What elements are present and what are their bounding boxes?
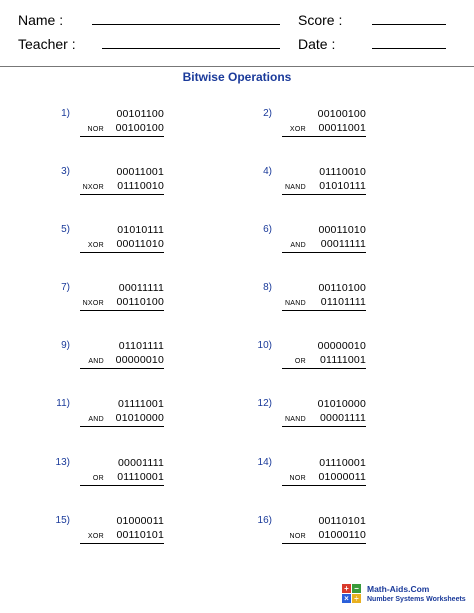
second-operand: 01010111	[319, 180, 366, 192]
first-operand: 00011001	[116, 166, 164, 178]
operator-label: OR	[92, 475, 104, 482]
operator-label: OR	[294, 358, 306, 365]
first-operand: 01101111	[118, 340, 164, 352]
operator-label: NOR	[87, 126, 104, 133]
second-operand: 01101111	[320, 296, 366, 308]
problem-number: 16)	[257, 515, 272, 526]
problem-number: 7)	[61, 282, 70, 293]
first-operand: 00000010	[317, 340, 366, 352]
problem-item	[40, 515, 164, 555]
operator-label: NOR	[289, 475, 306, 482]
first-operand: 00011010	[318, 224, 366, 236]
worksheet-title: Bitwise Operations	[182, 70, 292, 84]
problem-item	[40, 457, 164, 497]
second-operand: 00110101	[116, 529, 164, 541]
header-divider	[0, 66, 474, 67]
problem-item	[40, 340, 164, 380]
first-operand: 01010111	[117, 224, 164, 236]
problem-item	[40, 398, 164, 438]
answer-underline	[80, 426, 164, 427]
problem-number: 12)	[257, 398, 272, 409]
second-operand: 01010000	[115, 412, 164, 424]
problem-number: 10)	[257, 340, 272, 351]
problem-number: 5)	[61, 224, 70, 235]
logo-brand-name: Math-Aids.Com	[367, 584, 430, 594]
answer-underline	[282, 310, 366, 311]
problem-item	[40, 166, 164, 206]
operator-label: XOR	[87, 242, 104, 249]
operator-label: NOR	[289, 533, 306, 540]
answer-underline	[282, 368, 366, 369]
times-icon: ×	[342, 594, 351, 603]
operator-label: XOR	[289, 126, 306, 133]
answer-underline	[80, 543, 164, 544]
problem-number: 8)	[263, 282, 272, 293]
problem-item	[242, 282, 366, 322]
problem-number: 1)	[61, 108, 70, 119]
problem-number: 9)	[61, 340, 70, 351]
logo-subtitle: Number Systems Worksheets	[367, 596, 466, 603]
operator-label: AND	[290, 242, 306, 249]
operator-label: AND	[88, 358, 104, 365]
math-aids-logo	[342, 584, 472, 610]
operator-label: AND	[88, 416, 104, 423]
second-operand: 01000110	[318, 529, 366, 541]
operator-label: NAND	[284, 416, 306, 423]
problem-number: 11)	[56, 398, 70, 409]
problem-item	[242, 224, 366, 264]
divide-icon: ÷	[352, 594, 361, 603]
first-operand: 00011111	[118, 282, 164, 294]
first-operand: 01111001	[118, 398, 164, 410]
problem-item	[40, 108, 164, 148]
answer-underline	[80, 485, 164, 486]
problem-number: 3)	[61, 166, 70, 177]
plus-icon: +	[342, 584, 351, 593]
score-blank-line	[372, 24, 446, 25]
first-operand: 01000011	[116, 515, 164, 527]
first-operand: 01110010	[319, 166, 366, 178]
second-operand: 01110001	[117, 471, 164, 483]
second-operand: 00100100	[115, 122, 164, 134]
first-operand: 00100100	[317, 108, 366, 120]
problem-item	[242, 108, 366, 148]
answer-underline	[282, 485, 366, 486]
operator-label: XOR	[87, 533, 104, 540]
problem-number: 2)	[263, 108, 272, 119]
answer-underline	[282, 252, 366, 253]
problem-number: 4)	[263, 166, 272, 177]
date-blank-line	[372, 48, 446, 49]
problem-item	[242, 457, 366, 497]
second-operand: 00011111	[320, 238, 366, 250]
answer-underline	[282, 194, 366, 195]
second-operand: 00011010	[116, 238, 164, 250]
second-operand: 00011001	[318, 122, 366, 134]
problem-number: 15)	[55, 515, 70, 526]
first-operand: 01110001	[319, 457, 366, 469]
problem-item	[242, 398, 366, 438]
score-label: Score :	[298, 12, 343, 28]
answer-underline	[80, 368, 164, 369]
teacher-label: Teacher :	[18, 36, 76, 52]
second-operand: 00000010	[115, 354, 164, 366]
answer-underline	[80, 252, 164, 253]
second-operand: 00001111	[320, 412, 366, 424]
minus-icon: −	[352, 584, 361, 593]
second-operand: 01000011	[318, 471, 366, 483]
first-operand: 00110100	[318, 282, 366, 294]
problem-item	[242, 515, 366, 555]
first-operand: 00110101	[318, 515, 366, 527]
second-operand: 01111001	[320, 354, 366, 366]
first-operand: 00101100	[116, 108, 164, 120]
name-label: Name :	[18, 12, 64, 28]
problem-item	[40, 224, 164, 264]
problem-item	[40, 282, 164, 322]
answer-underline	[80, 310, 164, 311]
answer-underline	[80, 136, 164, 137]
date-label: Date :	[298, 36, 336, 52]
problem-item	[242, 166, 366, 206]
answer-underline	[282, 136, 366, 137]
operator-label: NAND	[284, 184, 306, 191]
first-operand: 01010000	[317, 398, 366, 410]
answer-underline	[80, 194, 164, 195]
problem-number: 6)	[263, 224, 272, 235]
answer-underline	[282, 426, 366, 427]
answer-underline	[282, 543, 366, 544]
second-operand: 01110010	[117, 180, 164, 192]
operator-label: NXOR	[82, 184, 104, 191]
operator-label: NAND	[284, 300, 306, 307]
problem-number: 13)	[55, 457, 70, 468]
name-blank-line	[92, 24, 280, 25]
second-operand: 00110100	[116, 296, 164, 308]
operator-label: NXOR	[82, 300, 104, 307]
teacher-blank-line	[102, 48, 280, 49]
problem-item	[242, 340, 366, 380]
first-operand: 00001111	[118, 457, 164, 469]
calculator-icon	[342, 584, 362, 604]
problem-number: 14)	[257, 457, 272, 468]
